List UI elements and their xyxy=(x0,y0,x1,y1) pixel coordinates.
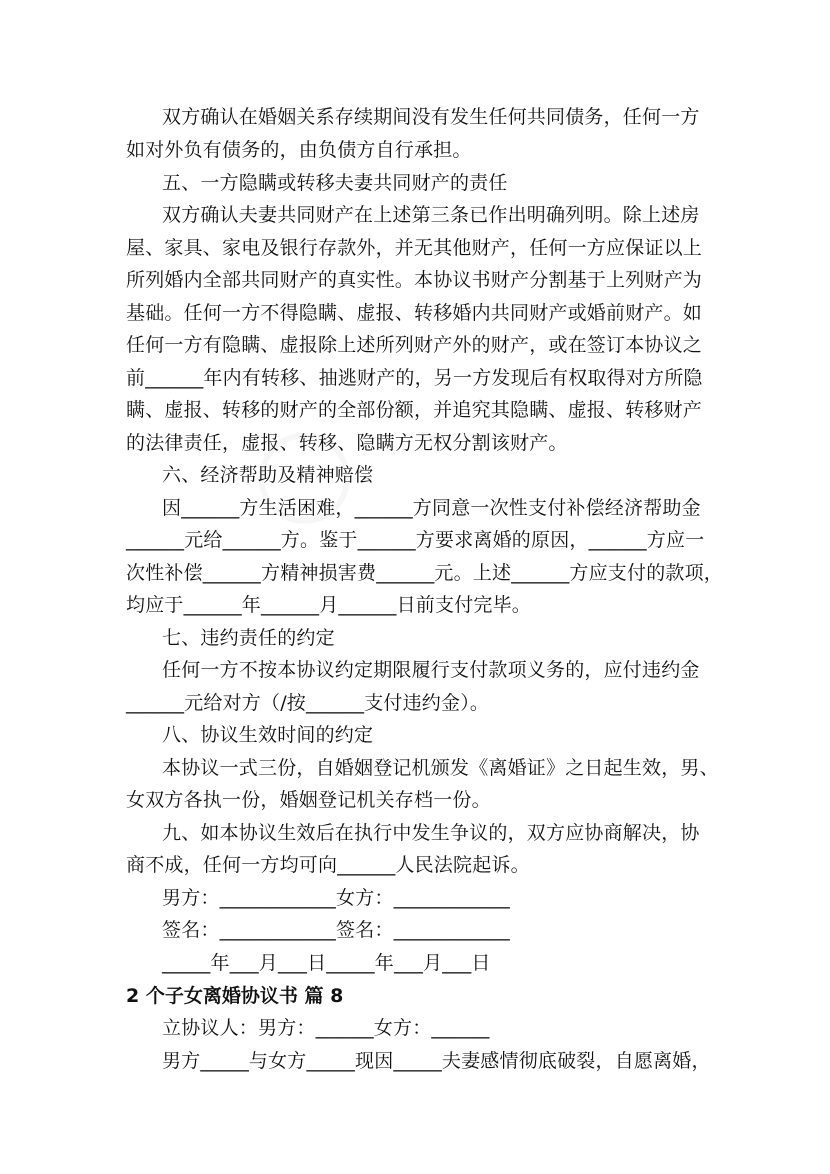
paragraph-line: 商不成，任何一方均可向______人民法院起诉。 xyxy=(126,854,530,876)
paragraph-line: 因______方生活困难，______方同意一次性支付补偿经济帮助金 xyxy=(162,497,701,519)
clause-9-line: 九、如本协议生效后在执行中发生争议的，双方应协商解决，协 xyxy=(162,822,700,844)
paragraph-line: 如对外负有债务的，由负债方自行承担。 xyxy=(126,139,472,161)
signature-party-line: 男方：____________女方：____________ xyxy=(162,887,511,909)
signature-name-line: 签名：____________签名：____________ xyxy=(162,919,511,941)
clause-heading-7: 七、违约责任的约定 xyxy=(162,627,335,649)
paragraph-line: 双方确认在婚姻关系存续期间没有发生任何共同债务，任何一方 xyxy=(162,106,700,128)
paragraph-line: 基础。任何一方不得隐瞒、虚报、转移婚内共同财产或婚前财产。如 xyxy=(126,302,703,324)
paragraph-line: 均应于______年______月______日前支付完毕。 xyxy=(126,594,532,616)
paragraph-line: 瞒、虚报、转移的财产的全部份额，并追究其隐瞒、虚报、转移财产 xyxy=(126,399,703,421)
paragraph-line: 女双方各执一份，婚姻登记机关存档一份。 xyxy=(126,789,491,811)
paragraph-line: 男方_____与女方_____现因_____夫妻感情彻底破裂，自愿离婚， xyxy=(162,1050,711,1072)
signature-date-line: _____年___月___日_____年___月___日 xyxy=(162,952,491,974)
clause-heading-8: 八、协议生效时间的约定 xyxy=(162,724,374,746)
paragraph-line: 任何一方有隐瞒、虚报除上述所列财产外的财产，或在签订本协议之 xyxy=(126,334,703,356)
section-heading: 2 个子女离婚协议书 篇 8 xyxy=(126,985,344,1007)
paragraph-line: ______元给______方。鉴于______方要求离婚的原因，______方应一 xyxy=(126,529,705,551)
paragraph-line: 任何一方不按本协议约定期限履行支付款项义务的，应付违约金 xyxy=(162,659,700,681)
paragraph-line: ______元给对方（/按______支付违约金）。 xyxy=(126,692,490,714)
paragraph-line: 所列婚内全部共同财产的真实性。本协议书财产分割基于上列财产为 xyxy=(126,269,703,291)
paragraph-line: 的法律责任，虚报、转移、隐瞒方无权分割该财产。 xyxy=(126,432,568,454)
paragraph-line: 本协议一式三份，自婚姻登记机颁发《离婚证》之日起生效，男、 xyxy=(162,757,719,779)
paragraph-line: 屋、家具、家电及银行存款外，并无其他财产，任何一方应保证以上 xyxy=(126,237,703,259)
paragraph-line: 立协议人：男方：______女方：______ xyxy=(162,1017,490,1039)
paragraph-line: 前______年内有转移、抽逃财产的，另一方发现后有权取得对方所隐 xyxy=(126,367,703,389)
paragraph-line: 次性补偿______方精神损害费______元。上述______方应支付的款项， xyxy=(126,562,724,584)
clause-heading-6: 六、经济帮助及精神赔偿 xyxy=(162,464,374,486)
clause-heading-5: 五、一方隐瞒或转移夫妻共同财产的责任 xyxy=(162,172,508,194)
paragraph-line: 双方确认夫妻共同财产在上述第三条已作出明确列明。除上述房 xyxy=(162,204,700,226)
